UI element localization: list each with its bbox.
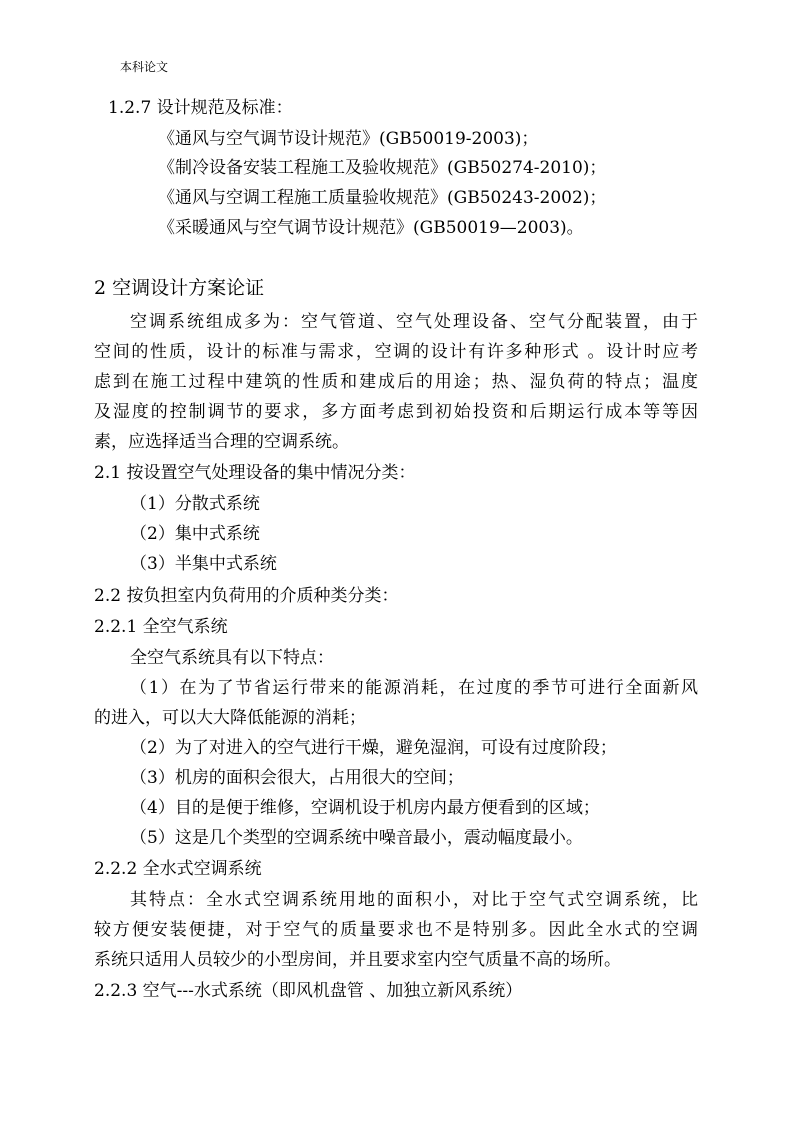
list-item-continuation: 的进入，可以大大降低能源的消耗； <box>94 708 366 728</box>
section-heading-2-2: 2.2 按负担室内负荷用的介质种类分类： <box>94 586 399 606</box>
section-heading-2-2-3: 2.2.3 空气---水式系统（即风机盘管 、加独立新风系统） <box>94 981 523 1001</box>
section-heading-2-2-2: 2.2.2 全水式空调系统 <box>94 859 262 879</box>
list-item: （2）为了对进入的空气进行干燥，避免湿润，可设有过度阶段； <box>130 738 617 758</box>
paragraph-line: 全空气系统具有以下特点： <box>130 648 334 668</box>
standard-item: 《通风与空气调节设计规范》(GB50019-2003)； <box>158 129 539 149</box>
page-header: 本科论文 <box>120 60 169 74</box>
list-item: （5）这是几个类型的空调系统中噪音最小，震动幅度最小。 <box>130 828 583 848</box>
paragraph-line: 空间的性质，设计的标准与需求，空调的设计有许多种形式 。设计时应考 <box>94 342 698 362</box>
paragraph-line: 及湿度的控制调节的要求，多方面考虑到初始投资和后期运行成本等等因 <box>94 402 698 422</box>
section-heading-2-2-1: 2.2.1 全空气系统 <box>94 617 228 637</box>
list-item: （3）机房的面积会很大，占用很大的空间； <box>130 768 464 788</box>
section-heading-2-1: 2.1 按设置空气处理设备的集中情况分类： <box>94 463 416 483</box>
chapter-heading-2: 2 空调设计方案论证 <box>94 277 265 299</box>
list-item: （4）目的是便于维修，空调机设于机房内最方便看到的区域； <box>130 798 600 818</box>
list-item: （3）半集中式系统 <box>130 554 277 574</box>
list-item: （1）在为了节省运行带来的能源消耗，在过度的季节可进行全面新风 <box>130 678 698 698</box>
standard-item: 《制冷设备安装工程施工及验收规范》(GB50274-2010)； <box>158 158 607 178</box>
paragraph-line: 系统只适用人员较少的小型房间，并且要求室内空气质量不高的场所。 <box>94 950 621 970</box>
standard-item: 《通风与空调工程施工质量验收规范》(GB50243-2002)； <box>158 188 607 208</box>
paragraph-line: 空调系统组成多为：空气管道、空气处理设备、空气分配装置，由于 <box>130 312 698 332</box>
paragraph-line: 素，应选择适当合理的空调系统。 <box>94 432 349 452</box>
section-heading-1-2-7: 1.2.7 设计规范及标准： <box>108 98 293 118</box>
paragraph-line: 虑到在施工过程中建筑的性质和建成后的用途；热、湿负荷的特点；温度 <box>94 372 698 392</box>
list-item: （2）集中式系统 <box>130 524 260 544</box>
paragraph-line: 较方便安装便捷，对于空气的质量要求也不是特别多。因此全水式的空调 <box>94 920 698 940</box>
paragraph-line: 其特点：全水式空调系统用地的面积小，对比于空气式空调系统，比 <box>130 890 698 910</box>
standard-item: 《采暖通风与空气调节设计规范》(GB50019—2003)。 <box>158 218 584 238</box>
list-item: （1）分散式系统 <box>130 494 260 514</box>
